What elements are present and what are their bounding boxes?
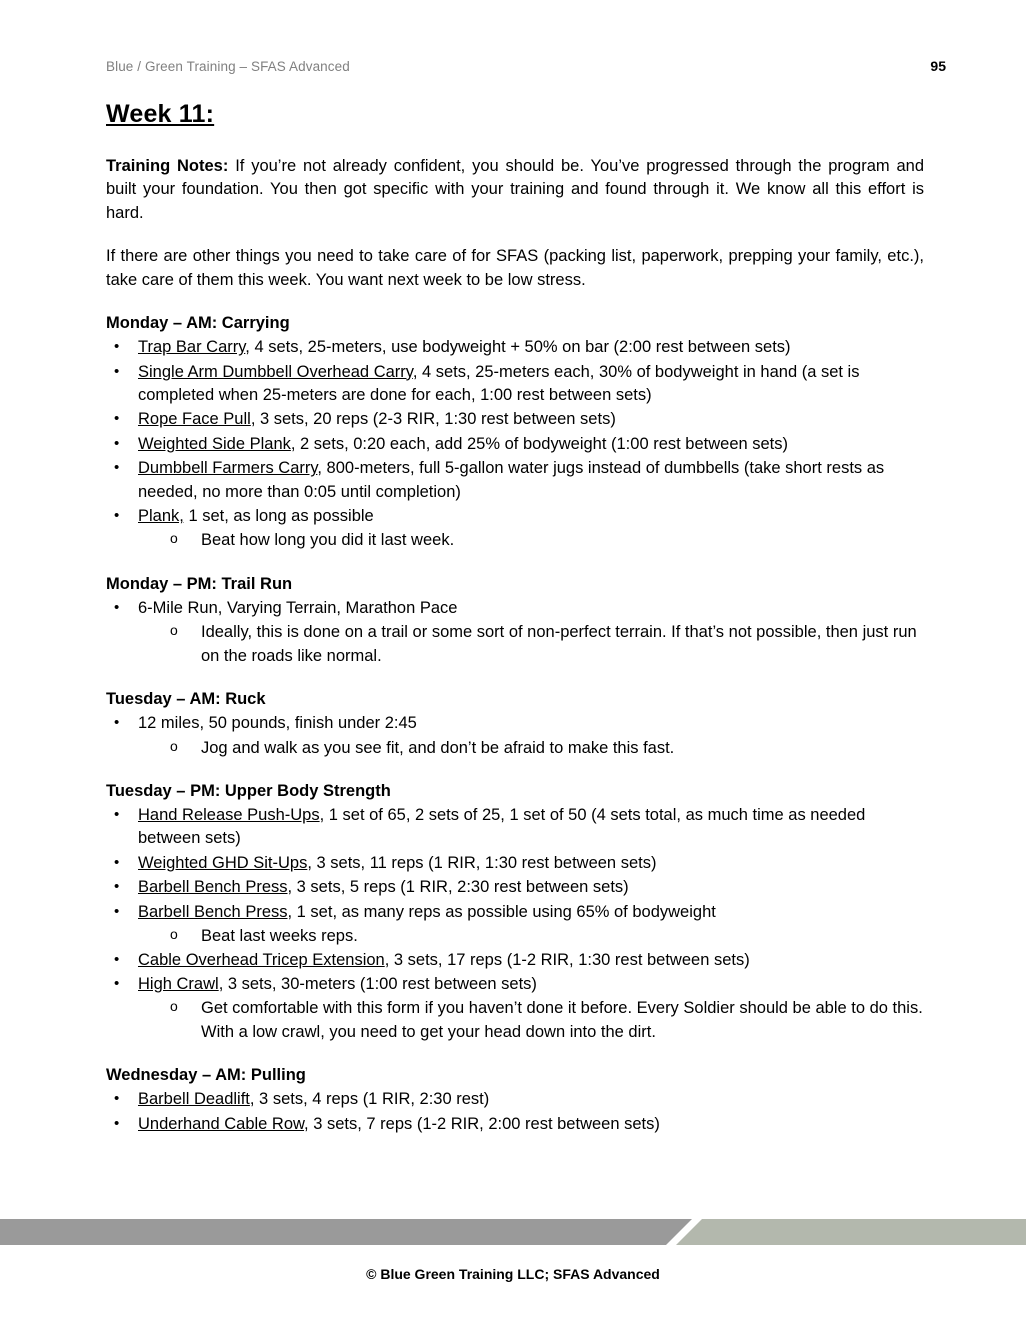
exercise-name: Single Arm Dumbbell Overhead Carry: [138, 362, 413, 381]
footer-copyright: © Blue Green Training LLC; SFAS Advanced: [366, 1266, 660, 1282]
section-heading: Tuesday – PM: Upper Body Strength: [106, 782, 391, 801]
exercise-list: [106, 597, 924, 668]
exercise-name: Rope Face Pull: [138, 410, 251, 429]
exercise-name: Plank,: [138, 507, 184, 526]
exercise-name: Barbell Deadlift: [138, 1090, 250, 1109]
exercise-list: [106, 1088, 924, 1136]
exercise-name: Barbell Bench Press: [138, 902, 288, 921]
list-item: [106, 361, 924, 408]
exercise-detail: 6-Mile Run, Varying Terrain, Marathon Pace: [138, 598, 458, 617]
exercise-name: Cable Overhead Tricep Extension: [138, 950, 385, 969]
list-item: [106, 408, 924, 431]
list-item: [106, 597, 924, 620]
list-item: [106, 505, 924, 528]
list-item: [106, 876, 924, 899]
section-heading: Tuesday – AM: Ruck: [106, 690, 266, 709]
exercise-detail: , 4 sets, 25-meters each, 30% of bodyweight in hand (a set is completed when 25-meters are done for each, 1:00 rest between sets): [138, 362, 860, 404]
exercise-detail: , 800-meters, full 5-gallon water jugs instead of dumbbells (take short rests as needed, no more than 0:05 until completion): [138, 459, 885, 501]
exercise-detail: , 3 sets, 11 reps (1 RIR, 1:30 rest between sets): [307, 853, 657, 872]
section-heading: Monday – AM: Carrying: [106, 314, 290, 333]
exercise-detail: , 1 set of 65, 2 sets of 25, 1 set of 50 (4 sets total, as much time as needed between sets): [138, 806, 866, 848]
section-heading: Wednesday – AM: Pulling: [106, 1066, 306, 1085]
exercise-detail: , 3 sets, 4 reps (1 RIR, 2:30 rest): [249, 1090, 490, 1109]
exercise-list: [106, 712, 924, 760]
footer-bar-left: [0, 1219, 692, 1245]
section-heading: Monday – PM: Trail Run: [106, 574, 293, 593]
footer-bar-right: [676, 1219, 1026, 1245]
exercise-name: Underhand Cable Row: [138, 1114, 305, 1133]
exercise-notes-list: [106, 737, 924, 760]
exercise-name: Weighted Side Plank: [138, 434, 291, 453]
list-item: [106, 433, 924, 456]
intro-paragraph: [106, 245, 924, 292]
list-item: [106, 1113, 924, 1136]
page-header: [106, 58, 946, 74]
paragraph-text: If there are other things you need to take care of for SFAS (packing list, paperwork, prepping your family, etc.), take care of them this week. You want next week to be low stress.: [106, 247, 924, 289]
list-item-note: o Beat how long you did it last week.: [106, 529, 924, 552]
page-title: Week 11:: [106, 100, 215, 128]
exercise-notes-list: [106, 997, 924, 1044]
exercise-detail: , 3 sets, 20 reps (2-3 RIR, 1:30 rest between sets): [250, 410, 616, 429]
exercise-name: Dumbbell Farmers Carry: [138, 459, 318, 478]
exercise-list: [106, 336, 924, 553]
exercise-notes-list: [106, 529, 924, 552]
list-item: [106, 804, 924, 851]
list-item: [106, 901, 924, 924]
list-item: [106, 1088, 924, 1111]
exercise-name: Barbell Bench Press: [138, 878, 288, 897]
header-title: Blue / Green Training – SFAS Advanced: [106, 59, 350, 74]
exercise-detail: , 4 sets, 25-meters, use bodyweight + 50% on bar (2:00 rest between sets): [245, 338, 791, 357]
exercise-notes-list: [106, 621, 924, 668]
list-item: [106, 852, 924, 875]
exercise-detail: 1 set, as long as possible: [183, 507, 374, 526]
list-item-note: o Jog and walk as you see fit, and don’t be afraid to make this fast.: [106, 737, 924, 760]
exercise-detail: , 3 sets, 7 reps (1-2 RIR, 2:00 rest between sets): [304, 1114, 660, 1133]
list-item-note: o Beat last weeks reps.: [106, 925, 924, 948]
list-item: [106, 712, 924, 735]
list-item: [106, 949, 924, 972]
exercise-name: High Crawl: [138, 974, 219, 993]
exercise-detail: 12 miles, 50 pounds, finish under 2:45: [138, 714, 417, 733]
page-number: 95: [930, 58, 946, 74]
exercise-name: Weighted GHD Sit-Ups: [138, 853, 308, 872]
exercise-detail: , 3 sets, 5 reps (1 RIR, 2:30 rest between sets): [287, 878, 629, 897]
document-body: [106, 100, 924, 1137]
exercise-detail: , 3 sets, 30-meters (1:00 rest between sets): [218, 974, 537, 993]
exercise-detail: , 2 sets, 0:20 each, add 25% of bodyweight (1:00 rest between sets): [290, 434, 789, 453]
list-item: [106, 457, 924, 504]
footer-decoration-bar: [0, 1219, 1026, 1245]
paragraph-lead: Training Notes:: [106, 157, 229, 175]
workout-sections: [106, 314, 924, 1136]
exercise-notes-list: [106, 925, 924, 948]
list-item-note: o Get comfortable with this form if you haven’t done it before. Every Soldier should be able to do this. With a low crawl, you need to get your head down into the dirt.: [106, 997, 924, 1044]
intro-paragraphs: [106, 155, 924, 292]
exercise-detail: , 1 set, as many reps as possible using 65% of bodyweight: [287, 902, 716, 921]
exercise-name: Hand Release Push-Ups: [138, 806, 320, 825]
exercise-name: Trap Bar Carry: [138, 338, 246, 357]
exercise-list: [106, 804, 924, 1044]
list-item: [106, 973, 924, 996]
paragraph-text: If you’re not already confident, you should be. You’ve progressed through the program and built your foundation. You then got specific with your training and found through it. We know all this effort is hard.: [106, 157, 925, 222]
intro-paragraph: [106, 155, 924, 225]
list-item: [106, 336, 924, 359]
exercise-detail: , 3 sets, 17 reps (1-2 RIR, 1:30 rest between sets): [384, 950, 750, 969]
list-item-note: o Ideally, this is done on a trail or some sort of non-perfect terrain. If that’s not possible, then just run on the roads like normal.: [106, 621, 924, 668]
